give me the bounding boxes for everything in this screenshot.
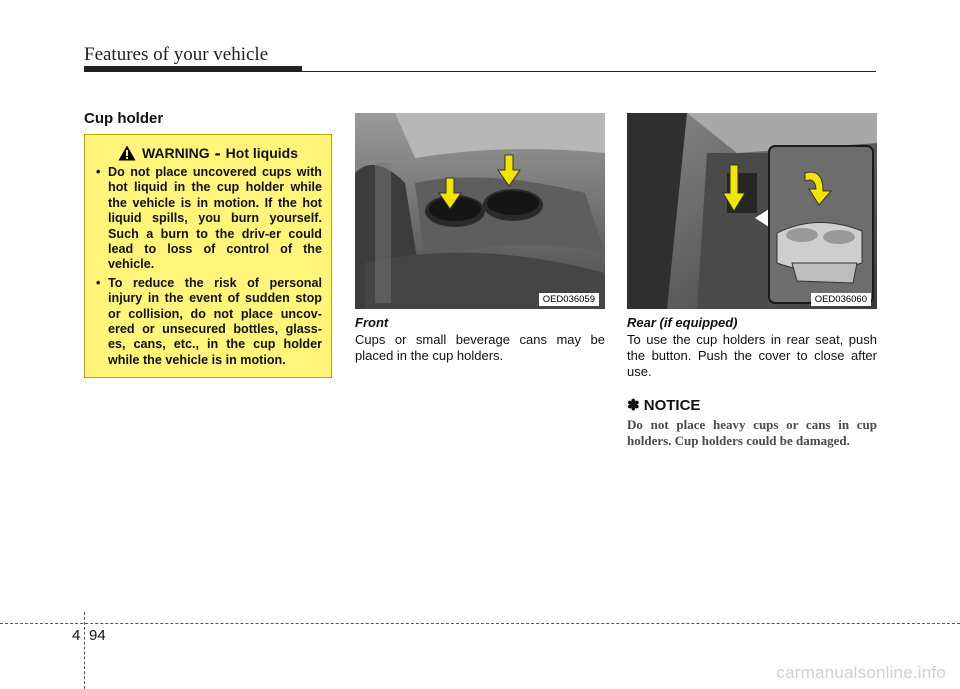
- footer-vertical-divider: [84, 612, 85, 689]
- rear-description: To use the cup holders in rear seat, push the button. Push the cover to close after use.: [627, 332, 877, 379]
- rear-cup-holder-illustration: [627, 113, 877, 309]
- warning-item: • To reduce the risk of personal injury in the event of sudden stop or collision, do not place uncov-ered or unsecured bottles, glass-es, cans, etc., in the cup holder while the vehicle is in motion.: [94, 276, 322, 368]
- notice-text: Do not place heavy cups or cans in cup holders. Cup holders could be damaged.: [627, 417, 877, 448]
- warning-separator: -: [214, 143, 221, 163]
- footer-divider: [0, 623, 960, 624]
- notice-icon: ✽: [627, 397, 640, 414]
- rear-cup-holder-photo: [627, 113, 877, 309]
- warning-subtitle: Hot liquids: [225, 145, 298, 161]
- watermark: carmanualsonline.info: [776, 663, 946, 682]
- warning-triangle-icon: [118, 145, 136, 161]
- front-cup-holder-photo: [355, 113, 605, 309]
- front-cup-holder-illustration: [355, 113, 605, 309]
- warning-box: [84, 134, 332, 378]
- page-header-title: Features of your vehicle: [84, 44, 269, 65]
- header-divider: [84, 71, 876, 72]
- front-image-code: OED036059: [539, 293, 599, 306]
- chapter-number: 4: [72, 627, 81, 644]
- warning-item: • Do not place uncovered cups with hot liquid in the cup holder while the vehicle is in motion. If the hot liquid spills, you burn yourself. Such a burn to the driv-er could lead to loss of control of the vehicle.: [94, 165, 322, 273]
- front-description: Cups or small beverage cans may be placed in the cup holders.: [355, 332, 605, 363]
- page-number: 94: [89, 627, 106, 644]
- front-caption: Front: [355, 315, 389, 330]
- warning-list: [94, 165, 322, 368]
- notice-heading: [627, 396, 700, 414]
- warning-title: [94, 145, 322, 161]
- section-heading: Cup holder: [84, 110, 164, 127]
- warning-label: WARNING: [142, 145, 210, 161]
- rear-image-code: OED036060: [811, 293, 871, 306]
- notice-label: NOTICE: [643, 397, 701, 414]
- rear-caption: Rear (if equipped): [627, 315, 738, 330]
